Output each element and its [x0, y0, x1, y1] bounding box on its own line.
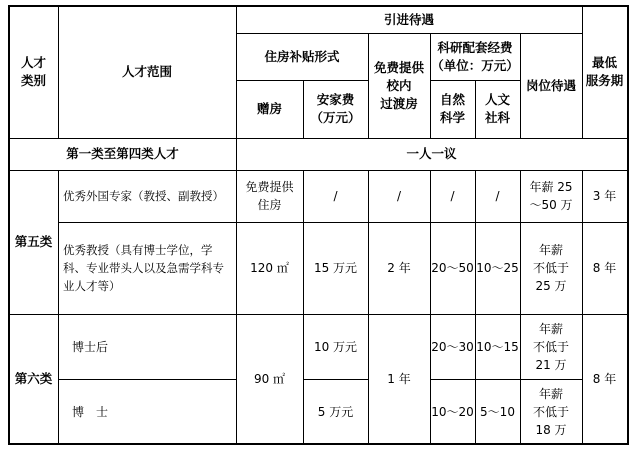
header-research-funding: 科研配套经费 （单位：万元） — [431, 39, 519, 73]
group-row-value: 一人一议 — [406, 146, 457, 161]
class5-row1-service: 3 年 — [592, 189, 617, 203]
class6-row2-settle-fee: 5 万元 — [317, 404, 354, 419]
rule-v-scope — [58, 5, 59, 138]
header-transition-housing: 免费提供 校内 过渡房 — [373, 59, 424, 111]
class5-row1-humanities: / — [495, 189, 500, 203]
header-category: 人才 类别 — [20, 55, 46, 88]
rule-v-natural-2 — [475, 170, 476, 444]
class5-row1-scope: 优秀外国专家（教授、副教授） — [63, 189, 224, 203]
border-right — [627, 5, 629, 445]
rule-v-position — [582, 5, 583, 138]
rule-v-position-2 — [582, 170, 583, 444]
rule-class6-mid-b — [303, 379, 368, 380]
class6-row1-settle-fee: 10 万元 — [313, 339, 358, 354]
class5-row1-gift-house: 免费提供 住房 — [245, 180, 294, 212]
class6-row1-scope: 博士后 — [72, 339, 109, 354]
header-scope: 人才范围 — [121, 64, 172, 79]
rule-class6-mid-c — [430, 379, 582, 380]
rule-v-settle — [368, 33, 369, 138]
rule-subheader — [236, 80, 368, 81]
rule-v-transition-2 — [430, 170, 431, 444]
class5-row2-natural: 20～50 — [431, 261, 474, 275]
rule-v-gift-2 — [303, 170, 304, 444]
rule-group-bottom — [9, 170, 628, 171]
border-bottom — [9, 443, 628, 445]
border-top — [9, 5, 628, 7]
rule-v-scope-2 — [58, 170, 59, 444]
class5-row2-humanities: 10～25 — [476, 261, 519, 275]
class5-row2-scope: 优秀教授（具有博士学位，学科、专业带头人以及急需学科专业人才等） — [63, 243, 224, 293]
header-gift-house: 赠房 — [256, 101, 282, 116]
class6-transition: 1 年 — [387, 372, 411, 386]
header-humanities: 人文 社科 — [484, 92, 510, 125]
class6-service: 8 年 — [592, 372, 617, 386]
class5-row2-gift-house: 120 ㎡ — [250, 261, 289, 275]
class6-row2-humanities: 5～10 — [480, 404, 515, 419]
header-housing: 住房补贴形式 — [264, 48, 340, 64]
class5-row1-settle-fee: / — [333, 189, 338, 203]
class5-row1-position: 年薪 25 ～50 万 — [529, 180, 573, 212]
class5-label: 第五类 — [14, 234, 53, 249]
class5-row2-position: 年薪 不低于 25 万 — [532, 243, 569, 293]
class6-row2-natural: 10～20 — [431, 404, 474, 419]
rule-v-natural — [475, 80, 476, 138]
rule-class5-mid — [58, 222, 628, 223]
header-min-service: 最低 服务期 — [585, 55, 624, 88]
class6-row2-position: 年薪 不低于 18 万 — [532, 386, 569, 437]
rule-class6-mid-a — [58, 379, 236, 380]
rule-v-benefits — [236, 5, 237, 444]
group-row-label: 第一类至第四类人才 — [66, 146, 179, 161]
rule-v-humanities — [520, 33, 521, 138]
rule-class5-bottom — [9, 314, 628, 315]
rule-v-humanities-2 — [520, 170, 521, 444]
rule-benefits-bottom — [236, 33, 582, 34]
rule-header-bottom — [9, 138, 628, 139]
header-position-benefits: 岗位待遇 — [525, 77, 576, 93]
class6-row2-scope: 博 士 — [72, 404, 109, 419]
class5-row2-service: 8 年 — [592, 261, 617, 275]
class6-gift-house: 90 ㎡ — [253, 372, 286, 386]
rule-v-transition — [430, 33, 431, 138]
header-natural-science: 自然 科学 — [439, 92, 465, 125]
header-benefits: 引进待遇 — [383, 11, 434, 27]
class6-row1-position: 年薪 不低于 21 万 — [532, 321, 569, 372]
class5-row2-transition: 2 年 — [387, 261, 411, 275]
class5-row1-transition: / — [396, 189, 402, 203]
rule-v-gift — [303, 80, 304, 138]
rule-v-settle-2 — [368, 170, 369, 444]
border-left — [8, 5, 10, 445]
class5-row2-settle-fee: 15 万元 — [313, 261, 358, 275]
class5-row1-natural: / — [450, 189, 455, 203]
header-settle-fee: 安家费 （万元） — [310, 92, 361, 125]
class6-row1-humanities: 10～15 — [476, 339, 519, 354]
class6-label: 第六类 — [14, 371, 53, 386]
class6-row1-natural: 20～30 — [431, 339, 474, 354]
